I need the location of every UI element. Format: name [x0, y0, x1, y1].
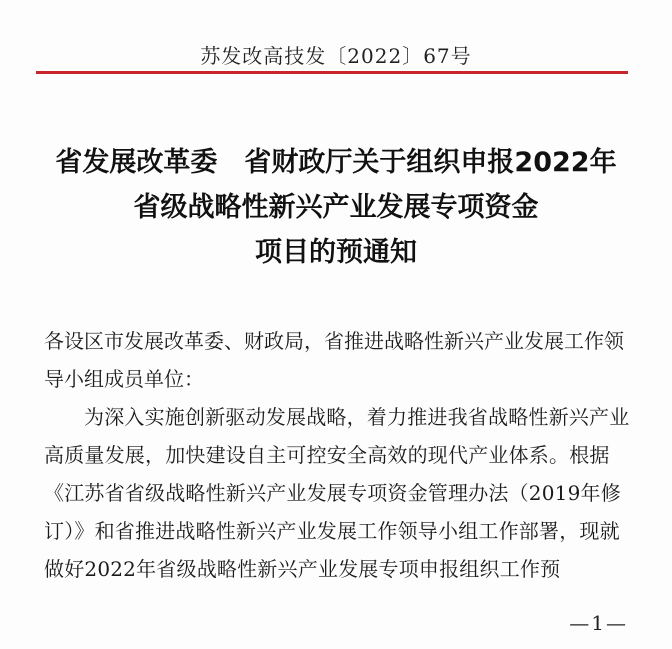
document-title — [0, 140, 672, 275]
title-line-3: 项目的预通知 — [255, 237, 417, 268]
page-number: —1— — [569, 611, 628, 635]
salutation: 各设区市发展改革委、财政局，省推进战略性新兴产业发展工作领导小组成员单位： — [44, 329, 624, 391]
title-line-1: 省发展改革委 省财政厅关于组织申报2022年 — [55, 147, 617, 178]
body-paragraph: 为深入实施创新驱动发展战略，着力推进我省战略性新兴产业高质量发展，加快建设自主可控安全高效的现代产业体系。根据《江苏省省级战略性新兴产业发展专项资金管理办法（2019年修订）》和省推进战略性新兴产业发展工作领导小组工作部署，现就做好2022年省级战略性新兴产业发展专项申报组织工作预 — [44, 405, 630, 581]
document-body — [44, 322, 630, 588]
document-number: 苏发改高技发〔2022〕67号 — [200, 44, 472, 68]
red-separator-line — [36, 71, 628, 74]
title-line-2: 省级战略性新兴产业发展专项资金 — [133, 192, 539, 223]
